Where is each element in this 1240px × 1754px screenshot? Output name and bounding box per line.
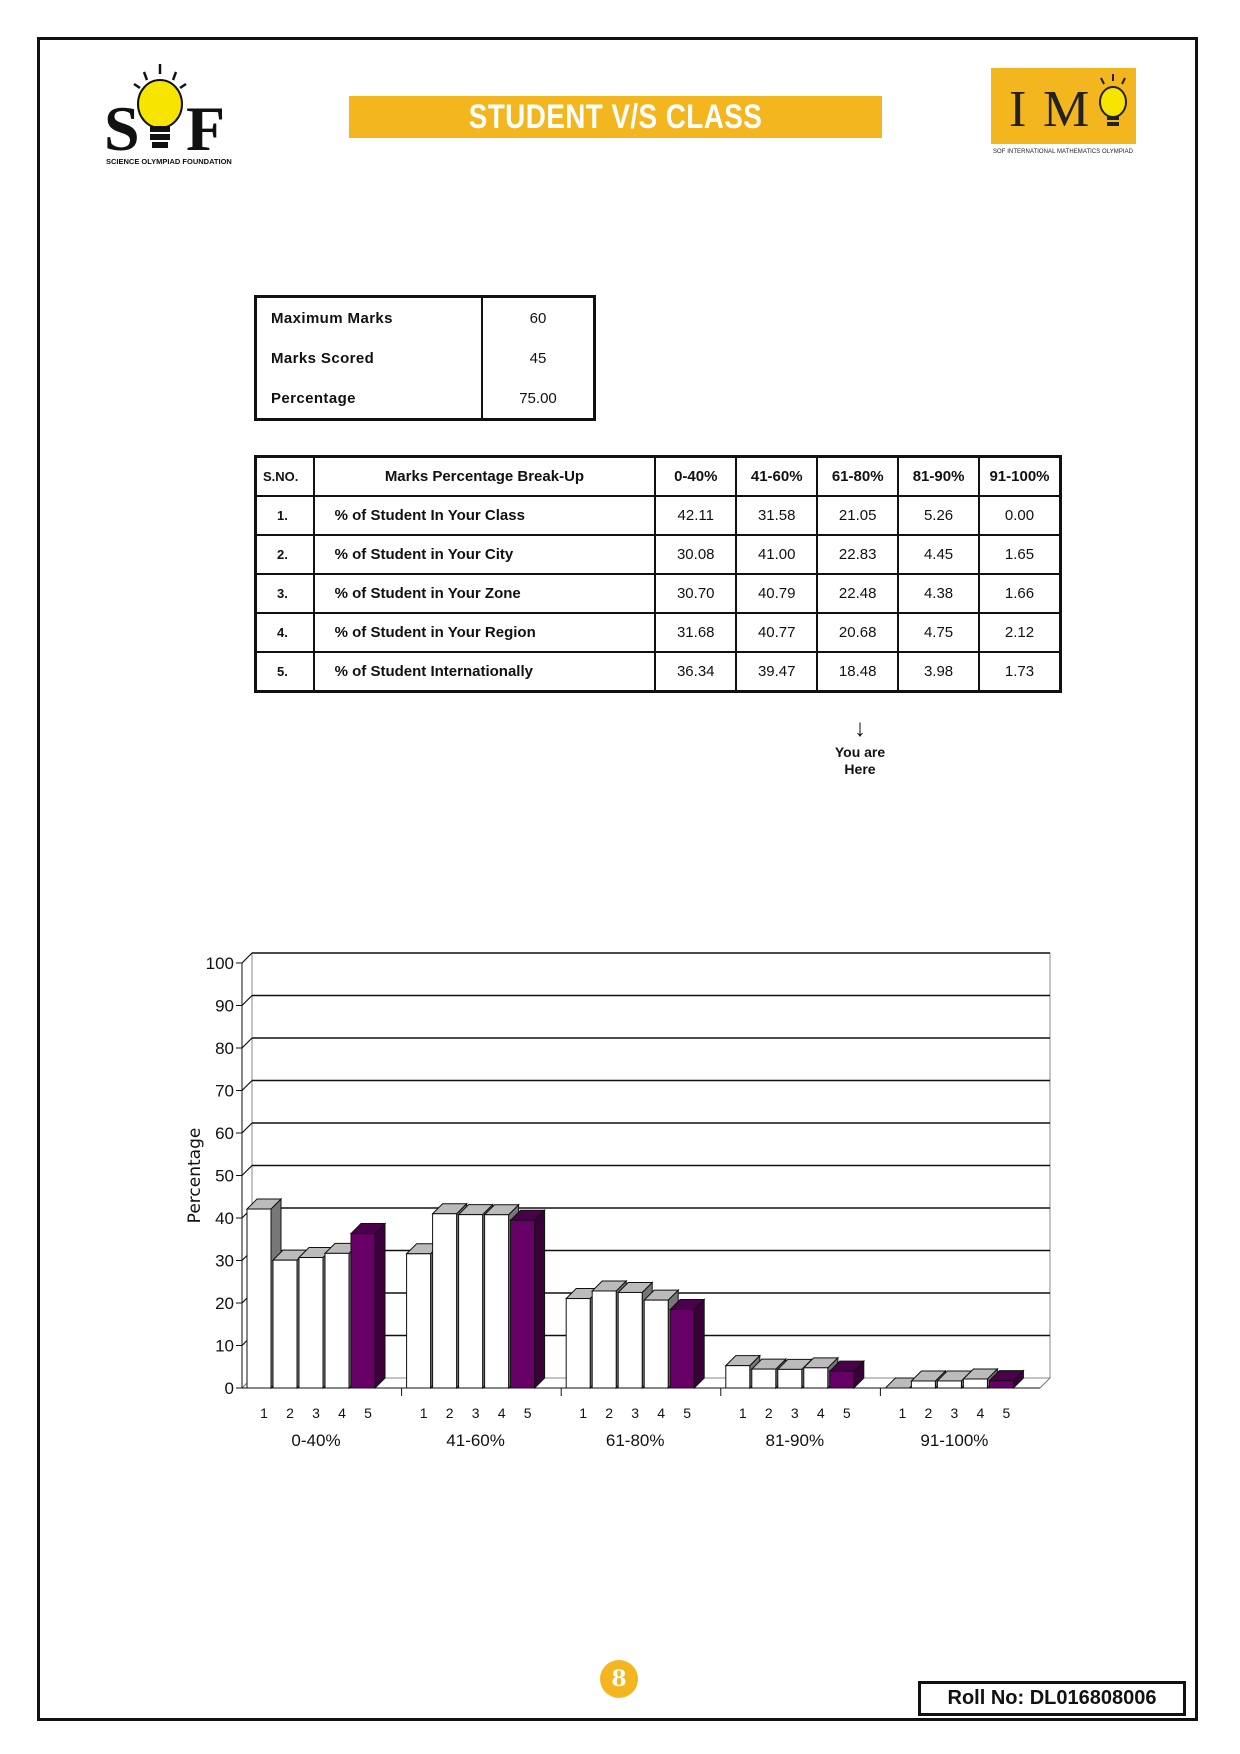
column-header-sno: S.NO.	[256, 457, 314, 497]
gridline-wall	[242, 1166, 252, 1176]
page-number: 8	[600, 1660, 638, 1698]
column-header-range: 0-40%	[655, 457, 736, 497]
y-axis-title: Percentage	[185, 1127, 205, 1224]
table-header-row	[256, 457, 1061, 497]
column-header-range: 91-100%	[979, 457, 1061, 497]
row-sno: 5.	[256, 652, 314, 692]
x-sub-tick-label: 1	[419, 1405, 428, 1421]
bar	[830, 1371, 854, 1388]
row-sno: 2.	[256, 535, 314, 574]
row-description: % of Student Internationally	[314, 652, 656, 692]
marks-row	[256, 378, 595, 420]
arrow-down-icon: ↓	[854, 715, 866, 742]
you-are-here-line2: Here	[844, 761, 876, 777]
row-value: 2.12	[979, 613, 1061, 652]
sof-logo	[100, 62, 250, 172]
x-sub-tick-label: 4	[338, 1405, 346, 1421]
x-sub-tick-label: 2	[286, 1405, 294, 1421]
y-tick-label: 50	[215, 1166, 234, 1186]
y-tick-label: 40	[215, 1209, 234, 1228]
sof-letter-s: S	[104, 93, 140, 164]
row-sno: 3.	[256, 574, 314, 613]
x-sub-tick-label: 3	[631, 1405, 640, 1421]
row-value: 22.83	[817, 535, 898, 574]
roll-label: Roll No:	[947, 1687, 1025, 1709]
row-value: 4.75	[898, 613, 979, 652]
y-tick-label: 70	[215, 1081, 234, 1101]
row-value: 40.77	[736, 613, 817, 652]
marks-breakup-table	[254, 455, 1062, 693]
x-sub-tick-label: 3	[950, 1405, 959, 1421]
imo-caption: SOF INTERNATIONAL MATHEMATICS OLYMPIAD	[993, 149, 1133, 155]
row-value: 31.68	[655, 613, 736, 652]
x-sub-tick-label: 1	[260, 1405, 268, 1421]
bar	[963, 1379, 987, 1388]
marks-summary-table	[254, 295, 596, 421]
page-frame	[37, 37, 1198, 1721]
x-sub-tick-label: 3	[790, 1405, 799, 1421]
bar	[592, 1291, 616, 1388]
bar	[778, 1369, 802, 1388]
table-row	[256, 535, 1061, 574]
bar	[670, 1309, 694, 1388]
row-value: 40.79	[736, 574, 817, 613]
column-header-range: 41-60%	[736, 457, 817, 497]
row-value: 1.66	[979, 574, 1061, 613]
bar	[644, 1300, 668, 1388]
x-sub-tick-label: 5	[1002, 1405, 1011, 1421]
row-value: 0.00	[979, 496, 1061, 535]
row-value: 41.00	[736, 535, 817, 574]
row-value: 31.58	[736, 496, 817, 535]
y-tick-label: 80	[215, 1039, 234, 1058]
row-value: 42.11	[655, 496, 736, 535]
page-title: STUDENT V/S CLASS PERFORMANCE	[349, 96, 882, 138]
marks-value: 60	[482, 297, 595, 339]
x-sub-tick-label: 5	[842, 1405, 851, 1421]
x-sub-tick-label: 4	[497, 1405, 506, 1421]
bar-side	[375, 1224, 385, 1388]
x-sub-tick-label: 3	[312, 1405, 320, 1421]
y-tick-label: 60	[215, 1124, 234, 1143]
x-sub-tick-label: 5	[523, 1405, 532, 1421]
row-value: 4.38	[898, 574, 979, 613]
row-value: 5.26	[898, 496, 979, 535]
bar	[511, 1220, 535, 1388]
marks-value: 45	[482, 338, 595, 378]
row-sno: 4.	[256, 613, 314, 652]
y-tick-label: 0	[224, 1379, 234, 1398]
x-sub-tick-label: 2	[605, 1405, 614, 1421]
gridline-wall	[242, 1123, 252, 1133]
sof-letter-f: F	[186, 93, 226, 164]
bar	[911, 1381, 935, 1388]
gridline-wall	[242, 1038, 252, 1048]
bar	[726, 1366, 750, 1388]
bar	[459, 1215, 483, 1388]
bar	[407, 1254, 431, 1388]
bulb-icon	[134, 64, 186, 148]
x-category-label: 61-80%	[605, 1431, 665, 1450]
bar	[273, 1260, 297, 1388]
y-tick-label: 30	[215, 1251, 234, 1271]
bar	[247, 1209, 271, 1388]
bar	[989, 1381, 1013, 1388]
row-description: % of Student in Your City	[314, 535, 656, 574]
column-header-range: 81-90%	[898, 457, 979, 497]
row-value: 1.73	[979, 652, 1061, 692]
table-row	[256, 652, 1061, 692]
row-value: 1.65	[979, 535, 1061, 574]
x-sub-tick-label: 4	[976, 1405, 985, 1421]
row-value: 3.98	[898, 652, 979, 692]
bar	[299, 1258, 323, 1388]
x-sub-tick-label: 4	[657, 1405, 666, 1421]
row-value: 4.45	[898, 535, 979, 574]
table-row	[256, 613, 1061, 652]
row-value: 39.47	[736, 652, 817, 692]
performance-bar-chart	[170, 930, 1070, 1450]
bar	[485, 1215, 509, 1388]
table-row	[256, 496, 1061, 535]
y-tick-label: 90	[215, 996, 234, 1016]
x-sub-tick-label: 1	[738, 1405, 747, 1421]
bar	[618, 1292, 642, 1388]
roll-value: DL016808006	[1029, 1687, 1157, 1709]
y-tick-label: 10	[215, 1336, 234, 1356]
bar-side	[694, 1299, 704, 1388]
row-description: % of Student In Your Class	[314, 496, 656, 535]
row-value: 30.08	[655, 535, 736, 574]
marks-value: 75.00	[482, 378, 595, 420]
x-sub-tick-label: 2	[924, 1405, 933, 1421]
x-category-label: 41-60%	[446, 1431, 505, 1450]
row-value: 36.34	[655, 652, 736, 692]
y-tick-label: 20	[215, 1294, 234, 1313]
column-header-description: Marks Percentage Break-Up	[314, 457, 656, 497]
x-sub-tick-label: 3	[471, 1405, 480, 1421]
gridline-wall	[242, 953, 252, 963]
table-row	[256, 574, 1061, 613]
gridline-wall	[242, 1081, 252, 1091]
x-sub-tick-label: 1	[898, 1405, 907, 1421]
marks-label: Maximum Marks	[271, 309, 393, 327]
you-are-here-marker	[820, 714, 900, 778]
roll-number-box	[918, 1681, 1186, 1716]
column-header-range: 61-80%	[817, 457, 898, 497]
x-sub-tick-label: 2	[764, 1405, 773, 1421]
row-value: 22.48	[817, 574, 898, 613]
x-sub-tick-label: 4	[816, 1405, 825, 1421]
gridline-wall	[242, 996, 252, 1006]
bar	[804, 1368, 828, 1388]
x-sub-tick-label: 5	[683, 1405, 692, 1421]
bar	[351, 1234, 375, 1388]
bar-side	[535, 1210, 545, 1388]
imo-logo	[991, 68, 1136, 156]
y-tick-label: 100	[205, 954, 234, 973]
row-value: 21.05	[817, 496, 898, 535]
row-value: 30.70	[655, 574, 736, 613]
bar	[937, 1381, 961, 1388]
bar	[325, 1253, 349, 1388]
x-category-label: 81-90%	[765, 1431, 825, 1450]
x-category-label: 0-40%	[291, 1431, 341, 1450]
row-sno: 1.	[256, 496, 314, 535]
marks-label: Percentage	[271, 389, 356, 407]
bar	[752, 1369, 776, 1388]
marks-row	[256, 297, 595, 339]
x-sub-tick-label: 5	[364, 1405, 372, 1421]
imo-letter-m: M	[1043, 81, 1090, 138]
row-value: 18.48	[817, 652, 898, 692]
x-sub-tick-label: 1	[579, 1405, 588, 1421]
bar	[566, 1299, 590, 1388]
marks-row	[256, 338, 595, 378]
x-sub-tick-label: 2	[445, 1405, 454, 1421]
imo-letter-i: I	[1009, 81, 1027, 138]
x-category-label: 91-100%	[920, 1431, 989, 1450]
you-are-here-line1: You are	[834, 744, 886, 760]
sof-caption: SCIENCE OLYMPIAD FOUNDATION	[106, 157, 232, 166]
bar	[433, 1214, 457, 1388]
row-value: 20.68	[817, 613, 898, 652]
row-description: % of Student in Your Region	[314, 613, 656, 652]
row-description: % of Student in Your Zone	[314, 574, 656, 613]
marks-label: Marks Scored	[271, 349, 375, 367]
